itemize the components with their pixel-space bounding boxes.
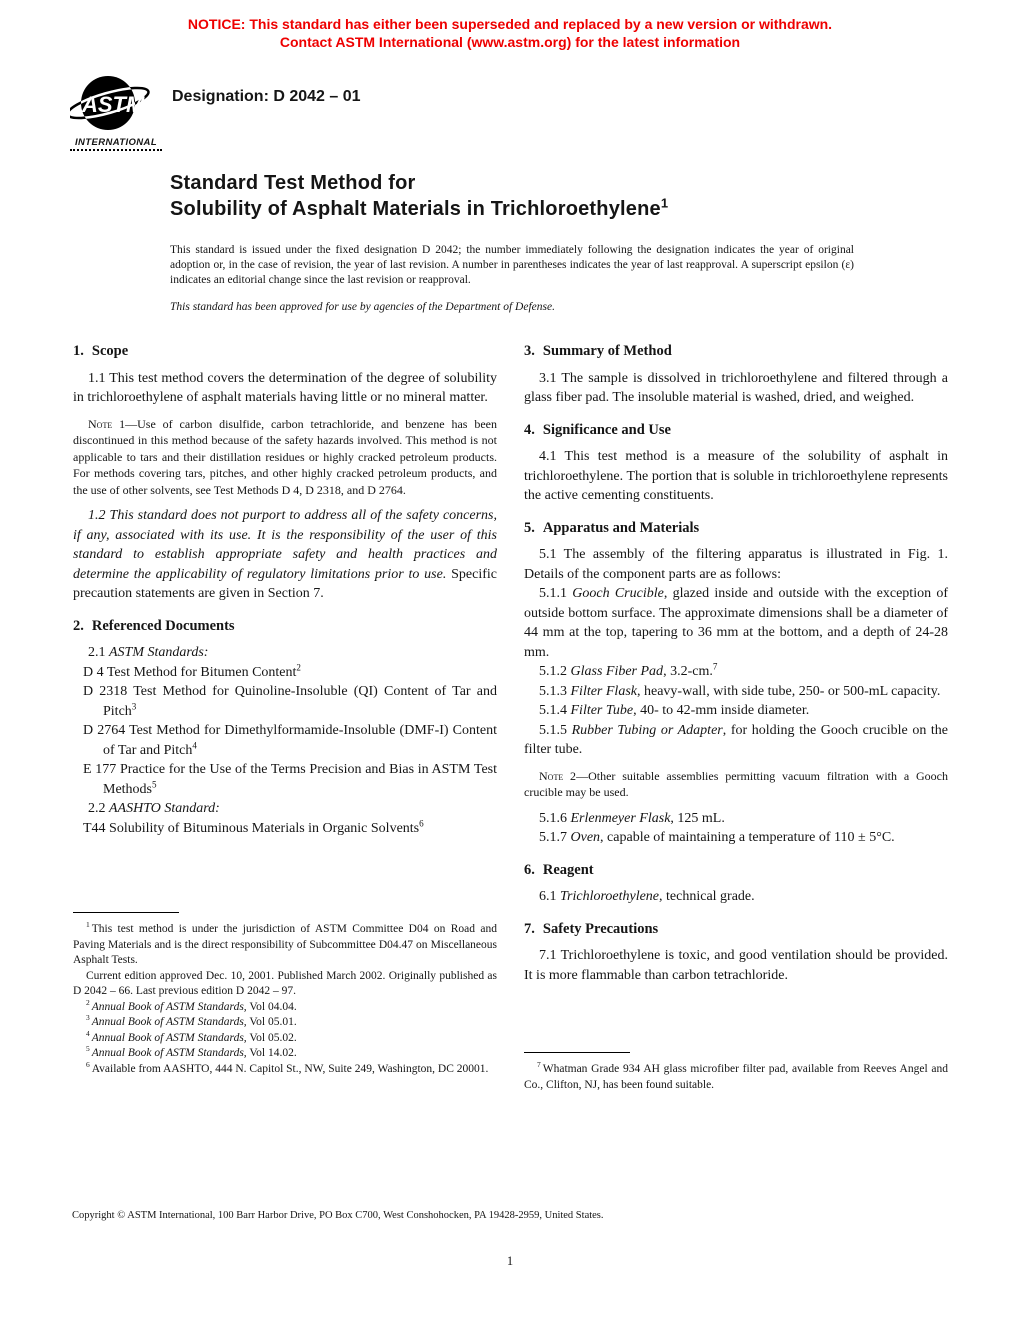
note-1: Note 1—Use of carbon disulfide, carbon tetrachloride, and benzene has been discontinued in this method because of the safety hazards involved. This method is not applicable to tars and their distillation residues or highly cracked petroleum products. For methods covering tars, pitches, and other highly cracked petroleum products, and the use of other solvents, see Test Methods D 4, D 2318, and D 2764.: [73, 416, 497, 497]
reference-d2318: D 2318 Test Method for Quinoline-Insoluble (QI) Content of Tar and Pitch$^3$: [83, 684, 497, 719]
section-3-heading: 3. Summary of Method: [524, 343, 672, 359]
paragraph-3-1: 3.1 The sample is dissolved in trichloroethylene and filtered through a glass fiber pad. The insoluble material is washed, dried, and weighed.: [524, 370, 948, 405]
astm-logo-international: INTERNATIONAL: [70, 137, 162, 151]
paragraph-5-1-4: 5.1.4 Filter Tube, 40- to 42-mm inside diameter.: [539, 703, 810, 718]
paragraph-4-1: 4.1 This test method is a measure of the solubility of asphalt in trichloroethylene. The portion that is soluble in trichloroethylene represents the active cementing constituents.: [524, 449, 948, 503]
paragraph-7-1: 7.1 Trichloroethylene is toxic, and good ventilation should be provided. It is more flammable than carbon tetrachloride.: [524, 948, 948, 983]
notice-line-2: Contact ASTM International (www.astm.org) for the latest information: [279, 33, 741, 50]
standard-title: [170, 170, 890, 222]
right-footnotes: [524, 1052, 948, 1093]
reference-e177: E 177 Practice for the Use of the Terms Precision and Bias in ASTM Test Methods$^5$: [83, 762, 497, 797]
paragraph-5-1-2: 5.1.2 Glass Fiber Pad, 3.2-cm.$^7$: [539, 661, 718, 679]
footnote-rule-left: [73, 912, 179, 913]
left-footnotes: [73, 912, 497, 1077]
paragraph-5-1-5: 5.1.5 Rubber Tubing or Adapter, for holding the Gooch crucible on the filter tube.: [524, 722, 948, 757]
reference-t44: T44 Solubility of Bituminous Materials in Organic Solvents$^6$: [83, 817, 424, 836]
paragraph-1-1: 1.1 This test method covers the determination of the degree of solubility in trichloroethylene of asphalt materials having little or no mineral matter.: [73, 370, 497, 405]
designation: Designation: D 2042 – 01: [172, 88, 361, 105]
issuance-paragraph: This standard is issued under the fixed designation D 2042; the number immediately following the designation indicates the year of original adoption or, in the case of revision, the year of last revision. A number in parentheses indicates the year of last reapproval. A superscript epsilon (ε) indicates an editorial change since the last revision or reapproval.: [170, 244, 854, 286]
paragraph-5-1-6: 5.1.6 Erlenmeyer Flask, 125 mL.: [539, 810, 725, 826]
footnote-4: $^4$ Annual Book of ASTM Standards, Vol 05.02.: [86, 1028, 297, 1044]
section-1-heading: 1. Scope: [73, 343, 129, 359]
supersession-notice: [0, 16, 1020, 51]
paragraph-2-1: 2.1 ASTM Standards:: [88, 645, 209, 660]
paragraph-5-1-1: 5.1.1 Gooch Crucible, glazed inside and outside with the exception of outside bottom surface. The approximate dimensions shall be a diameter of 44 mm at the top, tapering to 36 mm at the bottom, and a depth of 24-28 mm.: [524, 586, 948, 660]
title-footnote-marker: 1: [660, 195, 669, 211]
reference-d4: D 4 Test Method for Bitumen Content$^2$: [83, 661, 301, 680]
left-column: [73, 342, 497, 838]
note-2-label: Note 2: [539, 768, 577, 783]
footnote-rule-right: [524, 1052, 630, 1053]
section-4-heading: 4. Significance and Use: [524, 421, 671, 438]
footnote-5: $^5$ Annual Book of ASTM Standards, Vol 14.02.: [86, 1044, 297, 1059]
paragraph-1-2: 1.2 This standard does not purport to address all of the safety concerns, if any, associated with its use. It is the responsibility of the user of this standard to establish appropriate safety and health practices and determine the applicability of regulatory limitations prior to use. Specific precaution statements are given in Section 7.: [73, 508, 497, 601]
paragraph-5-1-7: 5.1.7 Oven, capable of maintaining a temperature of 110 ± 5°C.: [539, 830, 895, 845]
footnote-1: $^1$ This test method is under the jurisdiction of ASTM Committee D04 on Road and Paving Materials and is the direct responsibility of Subcommittee D04.47 on Miscellaneous Asphalt Tests.: [73, 920, 497, 966]
paragraph-2-2: 2.2 AASHTO Standard:: [88, 801, 220, 816]
section-6-heading: 6. Reagent: [524, 861, 594, 878]
title-line-2: Solubility of Asphalt Materials in Trichloroethylene$^1$: [170, 195, 669, 220]
right-column: [524, 342, 948, 985]
footnote-current-edition: Current edition approved Dec. 10, 2001. Published March 2002. Originally published as D 2042 – 66. Last previous edition D 2042 – 97.: [73, 969, 497, 997]
page-number: 1: [506, 1254, 514, 1268]
footnote-7: $^7$ Whatman Grade 934 AH glass microfiber filter pad, available from Reeves Angel and Co., Clifton, NJ, has been found suitable.: [524, 1060, 948, 1091]
footnote-2: $^2$ Annual Book of ASTM Standards, Vol 04.04.: [86, 997, 297, 1013]
astm-logo-mark: [70, 74, 162, 136]
title-line-1: Standard Test Method for: [170, 172, 416, 194]
note-2: Note 2—Other suitable assemblies permitting vacuum filtration with a Gooch crucible may be used.: [524, 768, 948, 799]
paragraph-6-1: 6.1 Trichloroethylene, technical grade.: [539, 889, 755, 904]
footnote-3: $^3$ Annual Book of ASTM Standards, Vol 05.01.: [86, 1013, 297, 1028]
reference-d2764: D 2764 Test Method for Dimethylformamide-Insoluble (DMF-I) Content of Tar and Pitch$^4$: [83, 723, 497, 758]
dod-approval-line: This standard has been approved for use by agencies of the Department of Defense.: [170, 301, 555, 313]
note-1-label: Note 1: [88, 416, 126, 431]
section-7-heading: 7. Safety Precautions: [524, 920, 659, 937]
paragraph-5-1-3: 5.1.3 Filter Flask, heavy-wall, with side tube, 250- or 500-mL capacity.: [539, 683, 941, 699]
notice-line-1: NOTICE: This standard has either been superseded and replaced by a new version or withdrawn.: [187, 16, 833, 32]
paragraph-5-1: 5.1 The assembly of the filtering apparatus is illustrated in Fig. 1. Details of the component parts are as follows:: [524, 547, 948, 582]
copyright-line: Copyright © ASTM International, 100 Barr Harbor Drive, PO Box C700, West Conshohocken, PA 19428-2959, United States.: [72, 1210, 604, 1221]
section-2-heading: 2. Referenced Documents: [73, 617, 235, 634]
footnote-6: $^6$ Available from AASHTO, 444 N. Capitol St., NW, Suite 249, Washington, DC 20001.: [86, 1059, 489, 1075]
astm-logo: [70, 74, 172, 151]
section-5-heading: 5. Apparatus and Materials: [524, 519, 700, 536]
astm-logo-text: ASTM: [82, 92, 145, 117]
